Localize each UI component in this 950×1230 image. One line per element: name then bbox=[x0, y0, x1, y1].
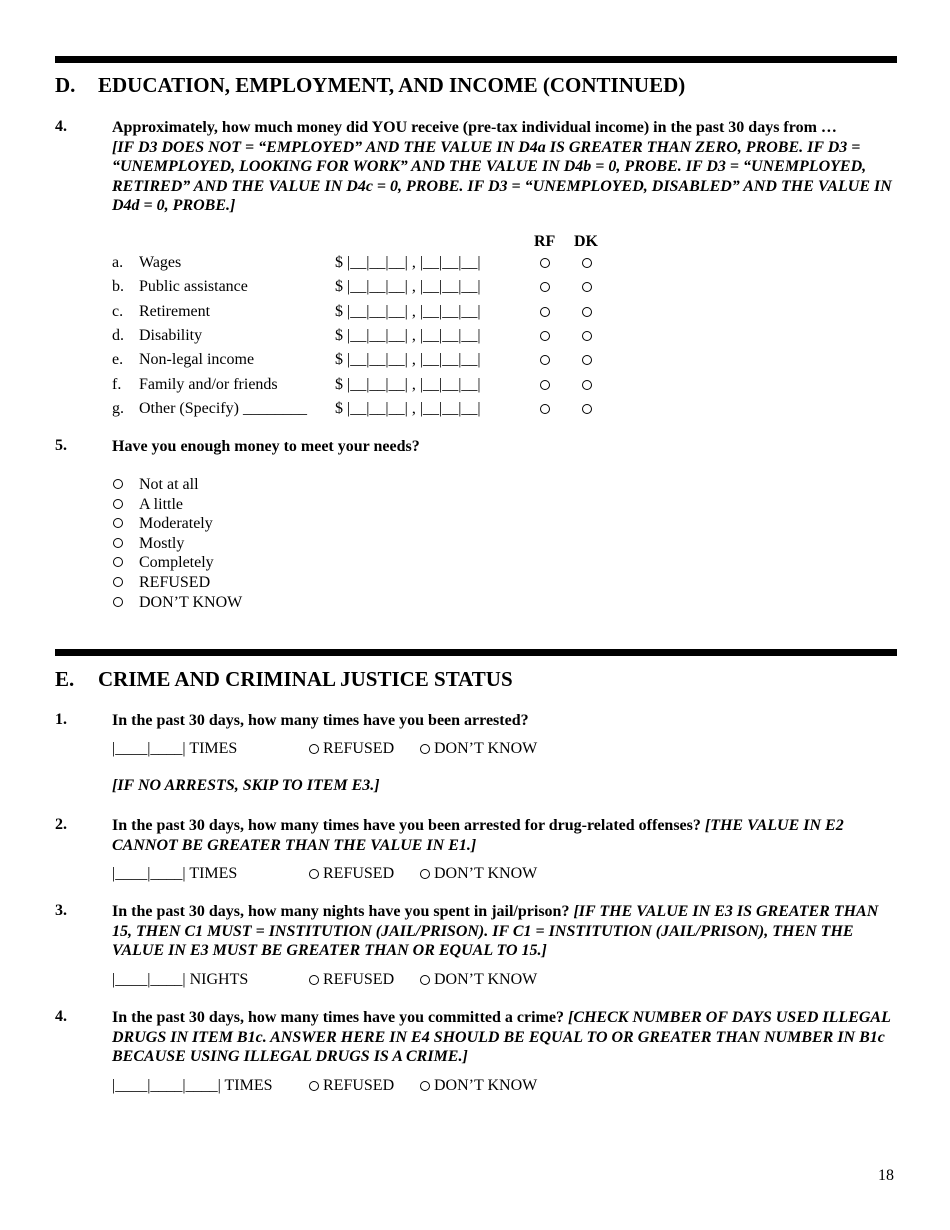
question-e1-response bbox=[112, 739, 632, 759]
question-e3-response bbox=[112, 970, 632, 990]
radio-icon[interactable] bbox=[113, 597, 123, 607]
income-amount-field[interactable]: $ |__|__|__| , |__|__|__| bbox=[335, 254, 481, 271]
dont-know-radio-icon[interactable] bbox=[582, 331, 592, 341]
income-row-label: c. bbox=[112, 302, 124, 320]
income-row-label: e. bbox=[112, 351, 124, 369]
radio-icon[interactable] bbox=[420, 975, 430, 985]
question-e4-response bbox=[112, 1076, 632, 1096]
income-row-label: d. bbox=[112, 326, 124, 344]
answer-option-label: Moderately bbox=[139, 515, 213, 533]
radio-icon[interactable] bbox=[113, 499, 123, 509]
refused-radio-icon[interactable] bbox=[540, 380, 550, 390]
income-row-label: g. bbox=[112, 399, 124, 417]
question-e3-number: 3. bbox=[55, 902, 67, 919]
radio-icon[interactable] bbox=[309, 1081, 319, 1091]
radio-icon[interactable] bbox=[420, 744, 430, 754]
column-header-dk: DK bbox=[574, 233, 598, 250]
answer-option-label: REFUSED bbox=[139, 574, 211, 591]
refused-radio-icon[interactable] bbox=[540, 307, 550, 317]
answer-option-label: Mostly bbox=[139, 534, 185, 552]
radio-icon[interactable] bbox=[309, 869, 319, 879]
radio-icon[interactable] bbox=[420, 1081, 430, 1091]
column-header-rf: RF bbox=[534, 233, 556, 250]
question-e4-text bbox=[112, 1008, 902, 1067]
section-d-letter: D. bbox=[55, 73, 76, 97]
section-d-heading: EDUCATION, EMPLOYMENT, AND INCOME (CONTINUED) bbox=[98, 73, 686, 97]
question-e3-text bbox=[112, 902, 902, 961]
dont-know-label: DON’T KNOW bbox=[434, 1077, 538, 1094]
question-e1-text: In the past 30 days, how many times have you been arrested? bbox=[112, 712, 529, 729]
radio-icon[interactable] bbox=[420, 869, 430, 879]
income-row-text: Wages bbox=[139, 254, 182, 271]
question-e2-instruction: [THE VALUE IN E2 CANNOT BE GREATER THAN THE VALUE IN E1.] bbox=[112, 817, 844, 854]
question-d4-number: 4. bbox=[55, 118, 67, 135]
income-amount-field[interactable]: $ |__|__|__| , |__|__|__| bbox=[335, 375, 481, 393]
question-e3-nights-field[interactable]: |____|____| NIGHTS bbox=[112, 971, 249, 988]
answer-option-label: Not at all bbox=[139, 476, 199, 493]
refused-radio-icon[interactable] bbox=[540, 331, 550, 341]
question-d4-question: Approximately, how much money did YOU receive (pre-tax individual income) in the past 30 days from … bbox=[112, 119, 837, 136]
income-amount-field[interactable]: $ |__|__|__| , |__|__|__| bbox=[335, 399, 481, 417]
refused-label: REFUSED bbox=[323, 1077, 395, 1094]
refused-radio-icon[interactable] bbox=[540, 355, 550, 365]
question-d5-text: Have you enough money to meet your needs? bbox=[112, 438, 420, 455]
income-amount-field[interactable]: $ |__|__|__| , |__|__|__| bbox=[335, 278, 481, 296]
question-e2-response bbox=[112, 864, 632, 884]
radio-icon[interactable] bbox=[309, 975, 319, 985]
income-amount-field[interactable]: $ |__|__|__| , |__|__|__| bbox=[335, 351, 481, 369]
radio-icon[interactable] bbox=[113, 518, 123, 528]
section-e-letter: E. bbox=[55, 667, 75, 691]
question-e3-question: In the past 30 days, how many nights have you spent in jail/prison? bbox=[112, 903, 570, 920]
refused-radio-icon[interactable] bbox=[540, 404, 550, 414]
dont-know-label: DON’T KNOW bbox=[434, 865, 538, 882]
radio-icon[interactable] bbox=[113, 557, 123, 567]
radio-icon[interactable] bbox=[113, 479, 123, 489]
question-e4-instruction: [CHECK NUMBER OF DAYS USED ILLEGAL DRUGS IN ITEM B1c. ANSWER HERE IN E4 SHOULD BE EQUAL TO OR GREATER THAN NUMBER IN B1c BECAUSE USING ILLEGAL DRUGS IS A CRIME.] bbox=[112, 1009, 891, 1065]
section-e-title bbox=[55, 667, 513, 692]
question-e2-text bbox=[112, 816, 902, 855]
income-row-label: f. bbox=[112, 375, 122, 393]
dont-know-radio-icon[interactable] bbox=[582, 282, 592, 292]
dont-know-radio-icon[interactable] bbox=[582, 380, 592, 390]
question-e1-number: 1. bbox=[55, 711, 67, 728]
radio-icon[interactable] bbox=[113, 538, 123, 548]
dont-know-label: DON’T KNOW bbox=[434, 740, 538, 757]
question-e4-number: 4. bbox=[55, 1008, 67, 1025]
question-e2-number: 2. bbox=[55, 816, 67, 833]
question-e3-instruction: [IF THE VALUE IN E3 IS GREATER THAN 15, THEN C1 MUST = INSTITUTION (JAIL/PRISON). IF C1 = INSTITUTION (JAIL/PRISON), THEN THE VALUE IN E3 MUST BE GREATER THAN OR EQUAL TO 15.] bbox=[112, 903, 879, 959]
question-e2-times-field[interactable]: |____|____| TIMES bbox=[112, 865, 238, 882]
income-row-text: Retirement bbox=[139, 302, 211, 320]
answer-option-label: Completely bbox=[139, 554, 214, 572]
refused-radio-icon[interactable] bbox=[540, 282, 550, 292]
question-e4-question: In the past 30 days, how many times have you committed a crime? bbox=[112, 1009, 564, 1026]
answer-option-label: A little bbox=[139, 495, 183, 513]
refused-radio-icon[interactable] bbox=[540, 258, 550, 268]
refused-label: REFUSED bbox=[323, 740, 395, 757]
income-row-label: b. bbox=[112, 278, 124, 296]
section-d-title bbox=[55, 73, 685, 98]
section-e-rule bbox=[55, 649, 897, 656]
answer-option-label: DON’T KNOW bbox=[139, 593, 243, 611]
income-row-label: a. bbox=[112, 254, 124, 271]
question-e2-question: In the past 30 days, how many times have you been arrested for drug-related offenses? bbox=[112, 817, 701, 834]
income-amount-field[interactable]: $ |__|__|__| , |__|__|__| bbox=[335, 302, 481, 320]
radio-icon[interactable] bbox=[113, 577, 123, 587]
income-row-text: Non-legal income bbox=[139, 351, 255, 369]
dont-know-radio-icon[interactable] bbox=[582, 404, 592, 414]
dont-know-radio-icon[interactable] bbox=[582, 307, 592, 317]
income-amount-field[interactable]: $ |__|__|__| , |__|__|__| bbox=[335, 326, 481, 344]
page-number: 18 bbox=[878, 1167, 894, 1184]
dont-know-radio-icon[interactable] bbox=[582, 258, 592, 268]
section-e-heading: CRIME AND CRIMINAL JUSTICE STATUS bbox=[98, 667, 513, 691]
income-row-text: Disability bbox=[139, 326, 203, 344]
refused-label: REFUSED bbox=[323, 865, 395, 882]
question-d5-number: 5. bbox=[55, 437, 67, 454]
section-d-rule bbox=[55, 56, 897, 63]
refused-label: REFUSED bbox=[323, 971, 395, 988]
question-e4-times-field[interactable]: |____|____|____| TIMES bbox=[112, 1077, 273, 1094]
income-row-text: Public assistance bbox=[139, 278, 248, 296]
question-d4-instruction: [IF D3 DOES NOT = “EMPLOYED” AND THE VALUE IN D4a IS GREATER THAN ZERO, PROBE. IF D3 = “UNEMPLOYED, LOOKING FOR WORK” AND THE VALUE IN D4b = 0, PROBE. IF D3 = “UNEMPLOYED, RETIRED” AND THE VALUE IN D4c = 0, PROBE. IF D3 = “UNEMPLOYED, DISABLED” AND THE VALUE IN D4d = 0, PROBE.] bbox=[112, 138, 892, 214]
income-row-text: Family and/or friends bbox=[139, 375, 278, 393]
question-d4-text bbox=[112, 118, 902, 216]
dont-know-label: DON’T KNOW bbox=[434, 971, 538, 988]
radio-icon[interactable] bbox=[309, 744, 319, 754]
question-e1-skip-instruction: [IF NO ARRESTS, SKIP TO ITEM E3.] bbox=[112, 777, 380, 794]
question-e1-times-field[interactable]: |____|____| TIMES bbox=[112, 740, 238, 757]
dont-know-radio-icon[interactable] bbox=[582, 355, 592, 365]
income-row-text: Other (Specify) ________ bbox=[139, 399, 307, 417]
